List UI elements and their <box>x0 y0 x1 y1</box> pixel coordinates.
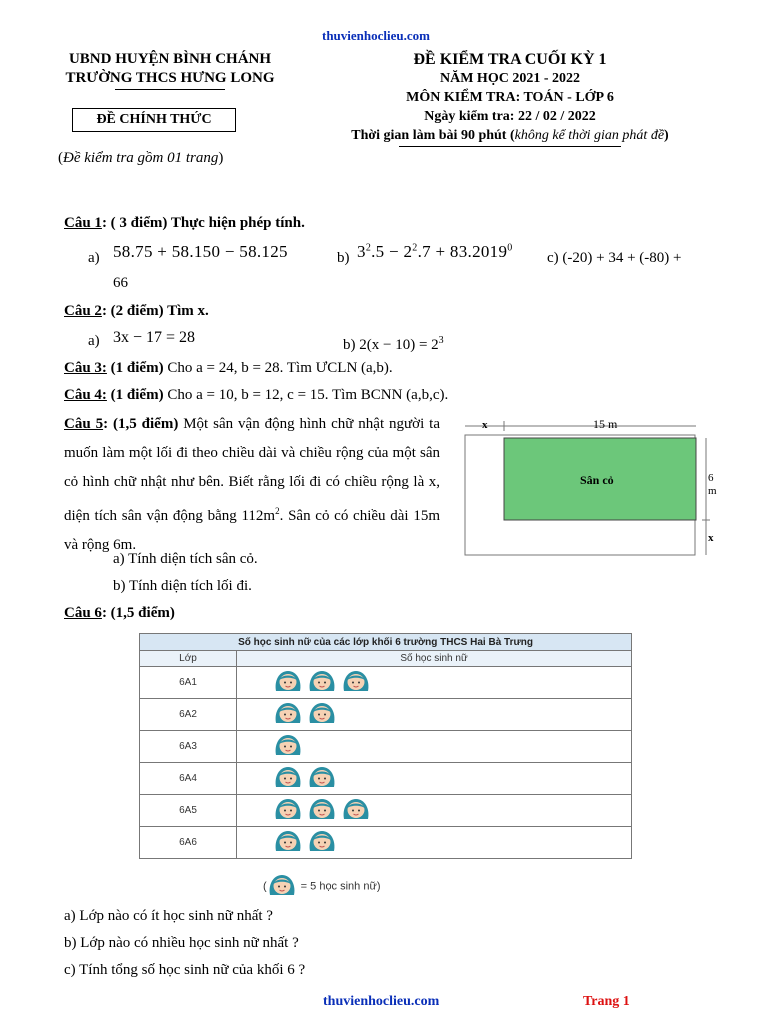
student-face-icon <box>307 829 337 856</box>
pictogram-cell <box>237 763 632 795</box>
class-name-cell: 6A6 <box>140 827 237 859</box>
q6-part-b: b) Lớp nào có nhiều học sinh nữ nhất ? <box>64 935 299 951</box>
question-4: Câu 4: (1 điểm) Cho a = 10, b = 12, c = 15. Tìm BCNN (a,b,c). <box>64 387 449 403</box>
label-width-num: 6 <box>708 472 714 484</box>
exam-date: Ngày kiểm tra: 22 / 02 / 2022 <box>424 109 596 124</box>
label-x-top: x <box>482 419 488 431</box>
school-year: NĂM HỌC 2021 - 2022 <box>440 71 580 86</box>
district-name: UBND HUYỆN BÌNH CHÁNH <box>68 51 272 67</box>
q1-b-label: b) <box>337 250 350 266</box>
label-field: Sân cỏ <box>580 473 614 487</box>
q2-a-label: a) <box>88 333 100 349</box>
student-face-icon <box>341 797 371 824</box>
site-link-top[interactable]: thuvienhoclieu.com <box>322 28 430 43</box>
label-width-unit: m <box>708 485 717 497</box>
table-row <box>140 699 632 731</box>
pictogram-table <box>139 633 632 859</box>
student-face-icon <box>273 733 303 760</box>
q2-a-expression: 3x − 17 = 28 <box>113 329 196 346</box>
question-6-heading: Câu 6: (1,5 điểm) <box>64 605 175 621</box>
site-link-footer[interactable]: thuvienhoclieu.com <box>323 994 440 1009</box>
q1-a-label: a) <box>88 250 100 266</box>
pictogram-legend: ( = 5 học sinh nữ) <box>263 873 381 900</box>
student-face-icon <box>267 873 297 900</box>
q1-c-expression: c) (-20) + 34 + (-80) + <box>547 250 682 266</box>
q6-part-a: a) Lớp nào có ít học sinh nữ nhất ? <box>64 908 273 924</box>
school-underline <box>115 89 225 90</box>
exam-header <box>310 50 710 147</box>
class-name-cell: 6A3 <box>140 731 237 763</box>
label-x-side: x <box>708 532 714 544</box>
table-row <box>140 763 632 795</box>
student-face-icon <box>273 765 303 792</box>
page-number: Trang 1 <box>583 994 630 1009</box>
q1-b-expression: $3^2.5 - 2^2.7 + 83.2019^0$ <box>357 242 513 261</box>
table-row <box>140 667 632 699</box>
class-name-cell: 6A4 <box>140 763 237 795</box>
q1-c-continuation: 66 <box>113 275 128 291</box>
student-face-icon <box>273 829 303 856</box>
table-body <box>140 667 632 859</box>
pages-note: (Đề kiểm tra gồm 01 trang) <box>58 150 224 166</box>
class-name-cell: 6A5 <box>140 795 237 827</box>
student-face-icon <box>273 797 303 824</box>
label-length: 15 m <box>593 417 618 431</box>
q6-part-c: c) Tính tổng số học sinh nữ của khối 6 ? <box>64 962 306 978</box>
pictogram-cell <box>237 731 632 763</box>
student-face-icon <box>273 701 303 728</box>
question-5-text: Câu 5: (1,5 điểm) Một sân vận động hình chữ nhật người ta muốn làm một lối đi theo chiều dài và chiều rộng của một sân cỏ hình chữ nhật như bên. Biết rằng lối đi có chiều rộng là x, diện tích sân vận động bằng $112m^2$. Sân cỏ có chiều dài 15m và rộng 6m. <box>64 416 440 553</box>
col-header-class: Lớp <box>140 651 237 667</box>
exam-subject: MÔN KIỂM TRA: TOÁN - LỚP 6 <box>406 90 614 105</box>
exam-duration: Thời gian làm bài 90 phút (không kể thời gian phát đề) <box>351 128 669 143</box>
question-2-heading: Câu 2: (2 điểm) Tìm x. <box>64 303 209 319</box>
exam-title: ĐỀ KIỂM TRA CUỐI KỲ 1 <box>413 51 607 68</box>
student-face-icon <box>307 797 337 824</box>
class-name-cell: 6A1 <box>140 667 237 699</box>
school-header <box>40 50 300 90</box>
pictogram-cell <box>237 699 632 731</box>
pictogram-cell <box>237 795 632 827</box>
q2-b-expression: b) $2(x - 10) = 2^3$ <box>343 335 444 353</box>
q1-a-expression: 58.75 + 58.150 − 58.125 <box>113 242 288 261</box>
table-row <box>140 827 632 859</box>
student-face-icon <box>273 669 303 696</box>
q5-part-a: a) Tính diện tích sân cỏ. <box>113 551 258 567</box>
student-face-icon <box>307 669 337 696</box>
table-row <box>140 731 632 763</box>
student-face-icon <box>307 701 337 728</box>
col-header-count: Số học sinh nữ <box>237 651 632 667</box>
q5-part-b: b) Tính diện tích lối đi. <box>113 578 252 594</box>
student-face-icon <box>341 669 371 696</box>
table-title: Số học sinh nữ của các lớp khối 6 trường THCS Hai Bà Trưng <box>140 634 632 651</box>
question-3: Câu 3: (1 điểm) Cho a = 24, b = 28. Tìm ƯCLN (a,b). <box>64 360 393 376</box>
header-underline <box>399 146 621 147</box>
class-name-cell: 6A2 <box>140 699 237 731</box>
pictogram-cell <box>237 827 632 859</box>
school-name: TRƯỜNG THCS HƯNG LONG <box>65 70 275 86</box>
official-label: ĐỀ CHÍNH THỨC <box>72 108 236 132</box>
question-1-heading: Câu 1: ( 3 điểm) Thực hiện phép tính. <box>64 215 305 231</box>
pictogram-cell <box>237 667 632 699</box>
table-row <box>140 795 632 827</box>
student-face-icon <box>307 765 337 792</box>
stadium-figure <box>458 412 728 562</box>
